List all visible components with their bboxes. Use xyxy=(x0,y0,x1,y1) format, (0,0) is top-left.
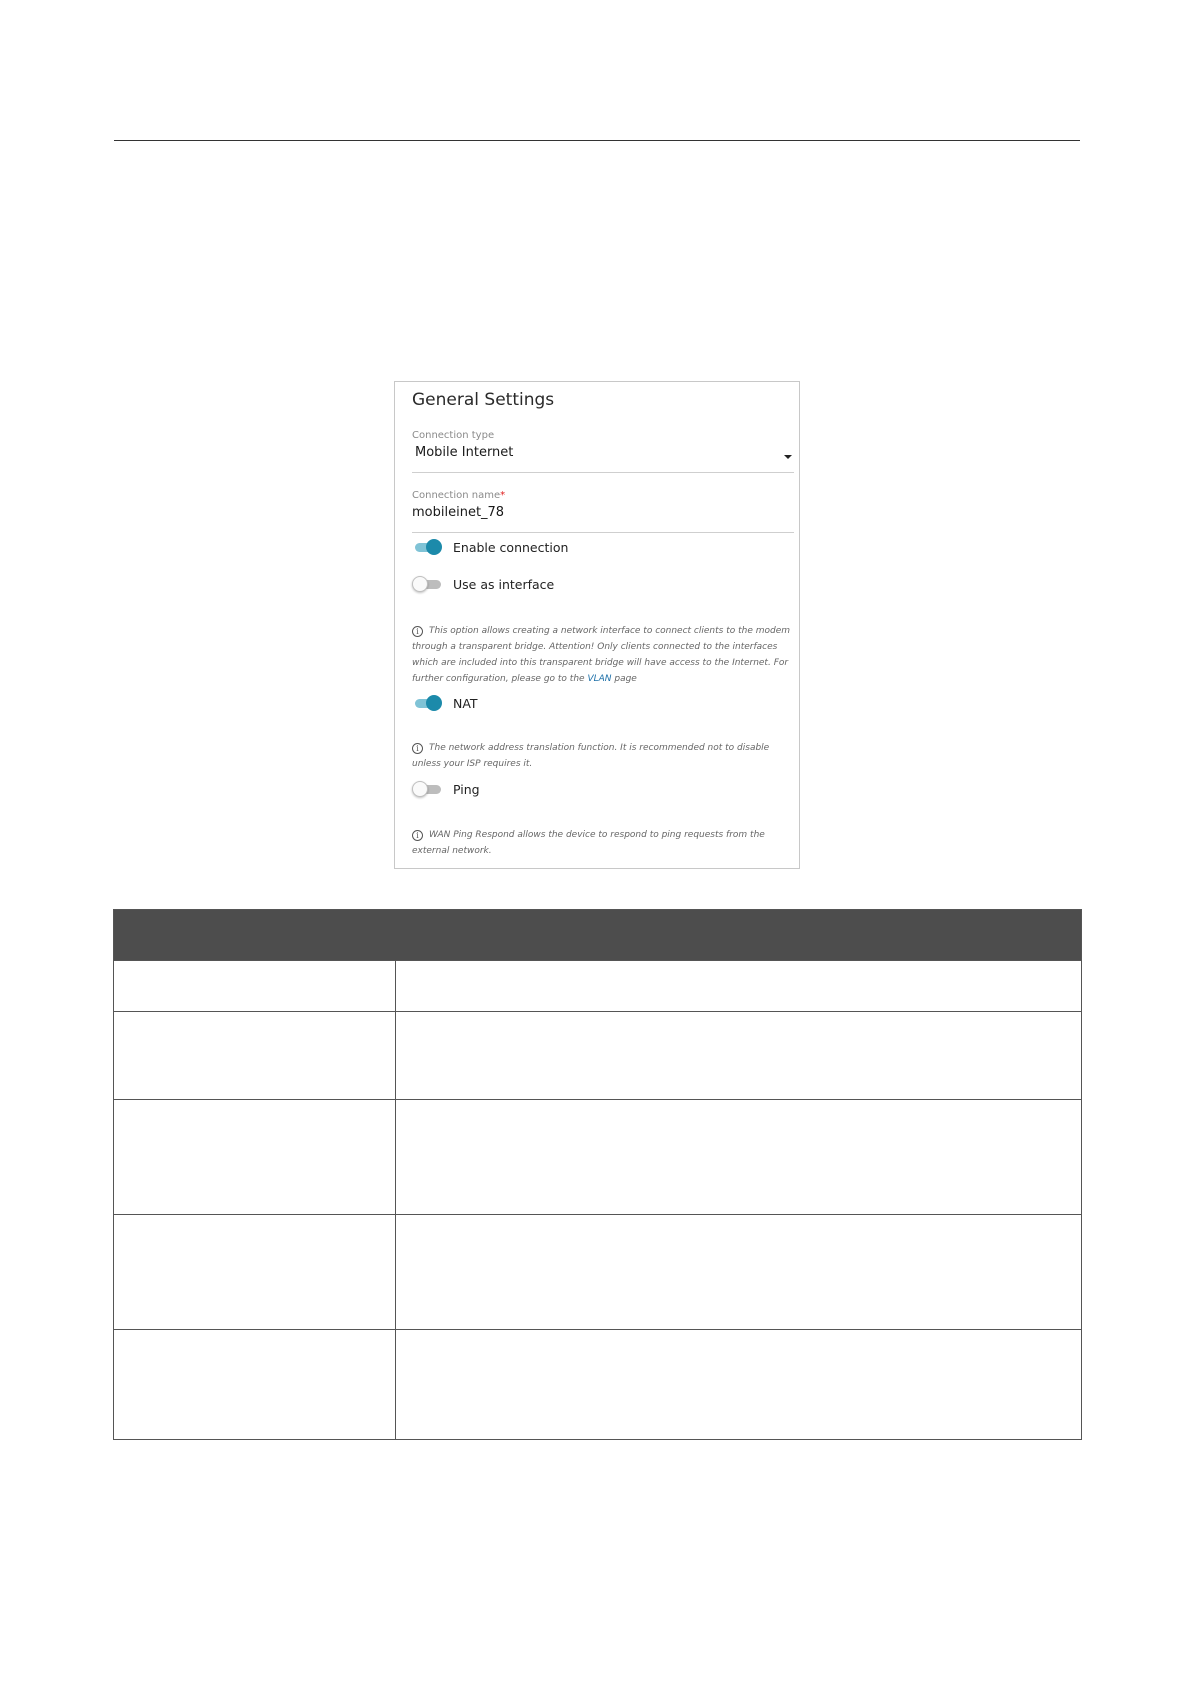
use-as-interface-toggle[interactable] xyxy=(412,575,442,593)
table-header xyxy=(114,910,1081,960)
ping-toggle[interactable] xyxy=(412,780,442,798)
enable-connection-label: Enable connection xyxy=(453,539,569,555)
table-row xyxy=(114,960,1081,1012)
enable-connection-row xyxy=(412,536,568,558)
table-row xyxy=(114,1099,1081,1215)
use-as-interface-hint xyxy=(412,623,794,687)
ping-hint xyxy=(412,827,794,859)
connection-type-select[interactable] xyxy=(412,429,794,473)
use-as-interface-label: Use as interface xyxy=(453,576,555,592)
ping-label: Ping xyxy=(453,781,480,797)
nat-row xyxy=(412,692,478,714)
table-row xyxy=(114,1214,1081,1330)
interface-hint-text: This option allows creating a network interface to connect clients to the modem through a transparent bridge. Attention! Only clients connected to the interfaces which are included into this transparent bridge will have access to the Internet. For further configuration, please go to the xyxy=(412,626,791,684)
general-settings-panel xyxy=(394,381,800,869)
connection-name-input[interactable]: mobileinet_78 xyxy=(412,505,505,520)
enable-connection-toggle[interactable] xyxy=(412,538,442,556)
connection-type-label: Connection type xyxy=(412,430,495,441)
info-icon: i xyxy=(412,626,423,637)
chevron-down-icon[interactable] xyxy=(784,455,792,459)
info-icon: i xyxy=(412,830,423,841)
vlan-link[interactable]: VLAN xyxy=(587,674,612,684)
panel-title: General Settings xyxy=(412,390,555,410)
required-mark: * xyxy=(500,490,506,501)
nat-hint xyxy=(412,740,794,772)
page-header-rule xyxy=(114,140,1080,141)
nat-label: NAT xyxy=(453,695,478,711)
info-icon: i xyxy=(412,743,423,754)
table-row xyxy=(114,1329,1081,1441)
connection-name-label-wrap xyxy=(412,489,794,503)
connection-type-value: Mobile Internet xyxy=(415,445,514,460)
connection-name-field[interactable] xyxy=(412,489,794,533)
parameter-table xyxy=(113,909,1082,1440)
connection-name-label: Connection name xyxy=(412,490,501,501)
ping-row xyxy=(412,778,480,800)
nat-hint-text: The network address translation function. It is recommended not to disable unless your ISP requires it. xyxy=(412,743,770,769)
interface-hint-tail: page xyxy=(611,674,637,684)
use-as-interface-row xyxy=(412,573,554,595)
nat-toggle[interactable] xyxy=(412,694,442,712)
table-row xyxy=(114,1011,1081,1100)
ping-hint-text: WAN Ping Respond allows the device to respond to ping requests from the external network. xyxy=(412,830,765,856)
